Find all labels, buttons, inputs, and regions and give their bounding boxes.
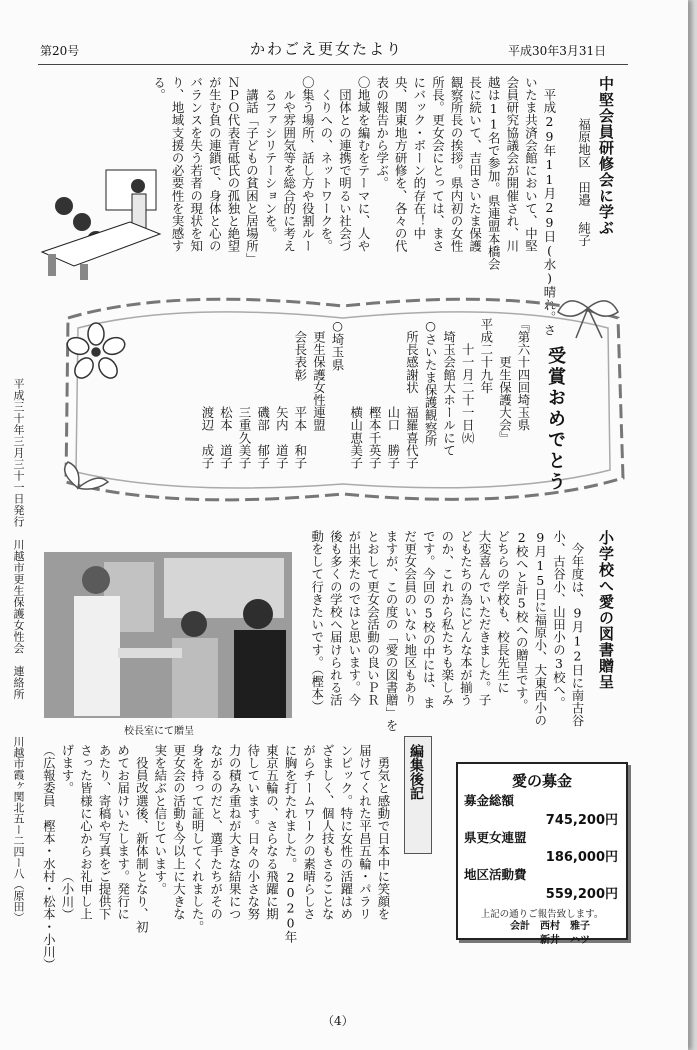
article1-column-line: バランスを失う若者の現状を知 <box>188 76 204 253</box>
editorial-column-line: 待しています。日々の小さな努 <box>245 744 261 921</box>
article1-column-line: 会員研究協議会が開催され、川 <box>504 76 520 253</box>
issue-date: 平成30年3月31日 <box>508 44 607 58</box>
donation-label: 地区活動費 <box>464 867 527 882</box>
editorial-column-line: に胸を打たれました。2020年 <box>283 744 299 944</box>
award-column-line: 平成二十九年 <box>478 318 494 394</box>
article1-column-line: る。 <box>151 76 167 102</box>
article2-column-line: どもたちの為にどんな本が揃う <box>458 530 474 707</box>
article1-body <box>148 76 558 337</box>
photo-caption: 校長室にて贈呈 <box>124 726 194 737</box>
article1-column-line: り、地域支援の必要性を実感す <box>170 76 186 253</box>
article1-column-line: るファシリテーションを。 <box>263 76 279 240</box>
donation-amount: 186,000円 <box>545 850 618 865</box>
award-column-line: 松本 道子 <box>218 318 234 470</box>
donation-label: 県更女連盟 <box>464 830 527 845</box>
article2-column-line: だ更女会員のいない地区もあり <box>402 530 418 707</box>
award-column-line: 矢内 道子 <box>274 318 290 470</box>
article2-column-line: 動をして行きたいです。（樫本） <box>309 530 325 713</box>
article1-column-line: くりへの、ネットワークを。 <box>318 76 334 253</box>
editorial-column-line: さった皆様に心からお礼申し上 <box>78 744 94 921</box>
editorial-column-line: 東京五輪の、さらなる飛躍に期 <box>264 744 280 921</box>
editorial-column-line: 勇気と感動で日本中に笑顔を <box>376 744 391 921</box>
award-column-line: 『第六十四回埼玉県 <box>516 318 531 432</box>
editorial-column-line: （広報委員 樫本・水村・松本・小川） <box>41 744 57 971</box>
editorial-column-line: ンピック。特に女性の活躍はめ <box>338 744 354 921</box>
article2-title: 小学校へ愛の図書贈呈 <box>597 530 615 690</box>
editorial-column-line: 役員改選後、新体制となり、初 <box>134 744 150 933</box>
award-column-line: 所長感謝状 福羅喜代子 <box>404 318 420 470</box>
award-column-line: 磯部 郁子 <box>255 318 271 470</box>
article2-body <box>298 530 586 738</box>
donation-amount: 745,200円 <box>545 813 618 828</box>
article2-column-line: 後も多くの学校へ届けられる活 <box>328 530 344 707</box>
article1-column-line: が生む負の連鎖で、身体と心の <box>207 76 223 253</box>
article1-column-line: 越は11名で参加。県連盟本橋会 <box>486 76 502 271</box>
article1-column-line: 〇地域を編むをテーマに、人や <box>356 76 372 253</box>
editorial-column-line: 身を持って証明してくれました。 <box>190 744 206 933</box>
article1-column-line: 団体との連携で明るい社会づ <box>337 76 353 253</box>
award-column-line: 三重久美子 <box>237 318 253 470</box>
award-column-line: 横山恵美子 <box>348 318 364 470</box>
award-column-line: 会長表彰 平本 和子 <box>292 318 308 470</box>
article1-column-line: 平成29年11月29日(水)晴れ。さ <box>542 76 557 337</box>
award-column-line: 埼玉会館大ホールにて <box>441 318 457 457</box>
award-column-line: ○さいたま保護観察所 <box>423 318 439 447</box>
donation-box <box>456 762 628 946</box>
article1-title: 中堅会員研修会に学ぶ <box>597 76 615 236</box>
colophon-line1: 平成三十年三月三十一日発行 川越市更生保護女性会 連絡所 <box>12 378 25 700</box>
article2-column-line: です。今回の5校の中には、ま <box>421 530 437 709</box>
award-column-line: 樫本千英子 <box>367 318 383 470</box>
issue-number: 第20号 <box>40 44 80 58</box>
award-column-line: 山口 勝子 <box>385 318 401 470</box>
article1-column-line: にバック・ボーン的存在！中 <box>411 76 427 240</box>
editorial-column-line: 力の積み重ねが大きな結果につ <box>227 744 243 921</box>
newsletter-title: かわごえ更女たより <box>250 40 404 58</box>
award-title: 受賞おめでとう <box>545 346 566 493</box>
editorial-column-line: あたり、寄稿や写真をご提供下 <box>97 744 113 921</box>
award-column-line: 更生保護大会』 <box>497 318 513 444</box>
editorial-column-line: 届けてくれた平昌五輪・パラリ <box>357 744 373 921</box>
donation-title: 愛の募金 <box>511 772 572 790</box>
award-column-line: ○埼玉県 <box>330 318 346 371</box>
article2-column-line: どちらの学校も、校長先生に <box>495 530 511 694</box>
article1-column-line: 長に続いて、吉田さいたま保護 <box>467 76 483 253</box>
article2-column-line: 大変喜んでいただきました。子 <box>477 530 493 707</box>
donation-signature-1: 会計 西村 雅子 <box>510 921 590 932</box>
award-list <box>136 318 532 508</box>
article2-column-line: とおして更女会活動の良いＰＲ <box>365 530 381 707</box>
article1-column-line: ＮＰＯ代表青砥氏の孤独と絶望 <box>225 76 241 253</box>
editorial-column-line: 更女会の活動も今以上に大きな <box>171 744 187 921</box>
article2-column-line: が出来たのではと思います。今 <box>346 530 362 707</box>
article1-column-line: 観察所長の挨拶。県内初の女性 <box>449 76 465 253</box>
article2-column-line: 今年度は、9月12日に南古谷 <box>570 530 585 727</box>
article2-column-line: のか、これから私たちも楽しみ <box>439 530 455 707</box>
editorial-column-line: めてお届けいたします。発行に <box>115 744 131 921</box>
editorial-column-line: ながるのだと、選手たちがその <box>208 744 224 921</box>
header-rule <box>38 64 628 65</box>
editorial-column-line: がらチームワークの素晴らしさ <box>301 744 317 921</box>
editorial-body <box>40 744 392 970</box>
article2-column-line: 2校へと計5校への贈呈です。 <box>514 530 530 712</box>
donation-rows <box>458 791 626 902</box>
article2-column-line: ますが、この度の「愛の図書贈」を <box>384 530 400 732</box>
editorial-column-line: げます。 （小川） <box>59 744 75 921</box>
classroom-illustration <box>40 156 168 284</box>
presentation-photo <box>44 552 292 718</box>
page-number: （4） <box>322 1014 354 1028</box>
article2-column-line: 小、古谷小、山田小の3校へ。 <box>551 530 567 709</box>
donation-amount: 559,200円 <box>545 887 618 902</box>
article1-column-line: 表の報告から学ぶ。 <box>374 76 390 190</box>
editorial-title: 編集後記 <box>408 744 424 800</box>
article2-column-line: 9月15日に福原小、大東西小の <box>532 530 548 727</box>
donation-note: 上記の通りご報告致します。 <box>480 909 604 920</box>
colophon-line2: 川越市霞ヶ関北五ー二四ー八（原田） <box>12 736 25 923</box>
article1-column-line: 〇集う場所、話し方や役割ルー <box>300 76 316 253</box>
donation-signature-2: 新井 ハツ <box>540 935 590 946</box>
cherry-blossom-icon <box>66 322 126 380</box>
article1-column-line: いたま共済会館において、中堅 <box>523 76 539 253</box>
award-column-line: 更生保護女性連盟 <box>311 318 327 432</box>
article1-column-line: 央、関東地方研修を、各々の代 <box>393 76 409 253</box>
article1-column-line: 所長。更女会にとっては、まさ <box>430 76 446 253</box>
award-column-line: 渡辺 成子 <box>199 318 215 470</box>
article1-column-line: 講話「子どもの貧困と居場所」 <box>244 76 260 265</box>
editorial-column-line: 実を結ぶと信じています。 <box>152 744 168 896</box>
article1-byline: 福原地区 田邉 純子 <box>576 118 592 247</box>
award-column-line: 十一月二十一日㈫ <box>460 318 476 444</box>
article1-column-line: ルや雰囲気等を総合的に考え <box>281 76 297 253</box>
editorial-column-line: ざましく、個人技もさることな <box>320 744 336 921</box>
donation-label: 募金総額 <box>464 793 515 808</box>
